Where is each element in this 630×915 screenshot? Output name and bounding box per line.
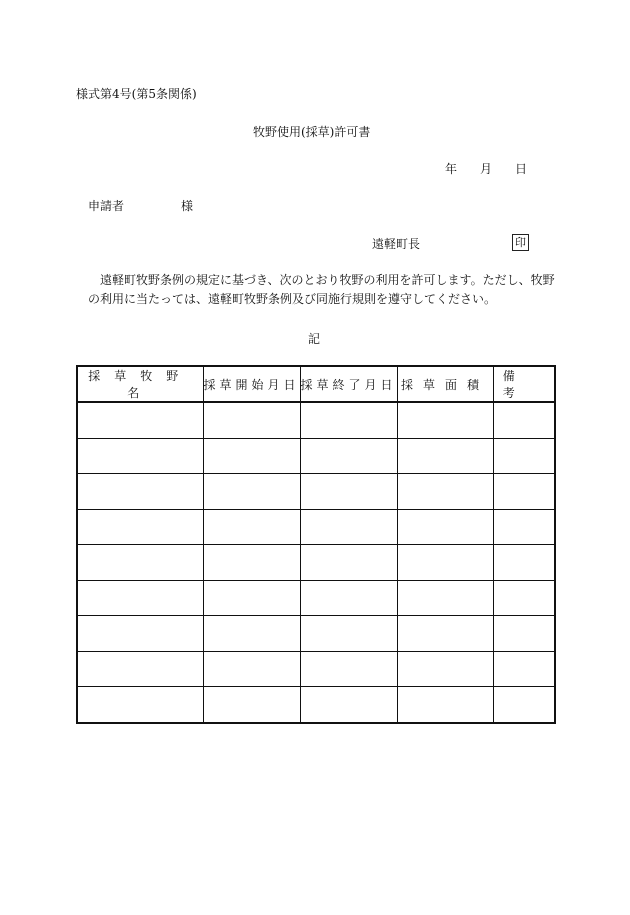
table-cell[interactable] xyxy=(397,474,493,510)
table-cell[interactable] xyxy=(77,651,203,687)
body-paragraph xyxy=(88,271,558,309)
header-end-date: 採草終了月日 xyxy=(300,366,397,402)
table-cell[interactable] xyxy=(397,616,493,652)
table-cell[interactable] xyxy=(77,438,203,474)
table-cell[interactable] xyxy=(397,651,493,687)
table-cell[interactable] xyxy=(493,474,555,510)
table-cell[interactable] xyxy=(493,687,555,723)
table-cell[interactable] xyxy=(77,402,203,438)
table-cell[interactable] xyxy=(203,474,300,510)
date-month-label: 月 xyxy=(480,162,493,176)
table-row xyxy=(77,438,555,474)
document-title: 牧野使用(採草)許可書 xyxy=(253,125,371,139)
note-heading: 記 xyxy=(308,332,321,346)
table-cell[interactable] xyxy=(300,651,397,687)
table-cell[interactable] xyxy=(77,474,203,510)
table-row xyxy=(77,651,555,687)
table-cell[interactable] xyxy=(300,616,397,652)
table-cell[interactable] xyxy=(203,687,300,723)
table-cell[interactable] xyxy=(493,402,555,438)
table-cell[interactable] xyxy=(203,509,300,545)
table-row xyxy=(77,545,555,581)
table-cell[interactable] xyxy=(493,580,555,616)
table-cell[interactable] xyxy=(77,509,203,545)
table-cell[interactable] xyxy=(397,509,493,545)
header-area: 採草面積 xyxy=(397,366,493,402)
body-line-1: 遠軽町牧野条例の規定に基づき、次のとおり牧野の利用を許可します。ただし、牧野 xyxy=(100,273,555,287)
table-row xyxy=(77,687,555,723)
header-notes: 備考 xyxy=(493,366,555,402)
date-year-label: 年 xyxy=(445,162,458,176)
table-cell[interactable] xyxy=(397,580,493,616)
table-body xyxy=(77,402,555,723)
table-cell[interactable] xyxy=(397,687,493,723)
table-cell[interactable] xyxy=(300,438,397,474)
table-cell[interactable] xyxy=(203,402,300,438)
table-cell[interactable] xyxy=(203,651,300,687)
table-row xyxy=(77,402,555,438)
date-day-label: 日 xyxy=(515,162,528,176)
seal-mark: 印 xyxy=(512,234,529,251)
table-cell[interactable] xyxy=(493,438,555,474)
form-number: 様式第4号(第5条関係) xyxy=(76,87,197,101)
table-cell[interactable] xyxy=(397,545,493,581)
applicant-label: 申請者 xyxy=(88,199,125,213)
table-cell[interactable] xyxy=(493,616,555,652)
table-row xyxy=(77,509,555,545)
table-cell[interactable] xyxy=(300,580,397,616)
table-cell[interactable] xyxy=(300,402,397,438)
table-header-row xyxy=(77,366,555,402)
table-cell[interactable] xyxy=(77,687,203,723)
table-cell[interactable] xyxy=(203,616,300,652)
table-cell[interactable] xyxy=(493,509,555,545)
permit-table xyxy=(76,365,556,724)
table-cell[interactable] xyxy=(77,545,203,581)
table-cell[interactable] xyxy=(493,545,555,581)
table-cell[interactable] xyxy=(300,509,397,545)
table-cell[interactable] xyxy=(203,545,300,581)
table-row xyxy=(77,474,555,510)
body-line-2: の利用に当たっては、遠軽町牧野条例及び同施行規則を遵守してください。 xyxy=(88,292,497,306)
table-cell[interactable] xyxy=(397,402,493,438)
table-row xyxy=(77,616,555,652)
table-cell[interactable] xyxy=(300,545,397,581)
table-cell[interactable] xyxy=(397,438,493,474)
table-row xyxy=(77,580,555,616)
table-cell[interactable] xyxy=(77,616,203,652)
table-cell[interactable] xyxy=(300,474,397,510)
table-cell[interactable] xyxy=(77,580,203,616)
applicant-honorific: 様 xyxy=(181,199,194,213)
table-cell[interactable] xyxy=(203,438,300,474)
issuer-title: 遠軽町長 xyxy=(372,237,421,251)
header-start-date: 採草開始月日 xyxy=(203,366,300,402)
table-cell[interactable] xyxy=(300,687,397,723)
table-cell[interactable] xyxy=(203,580,300,616)
header-pasture-name: 採草牧野名 xyxy=(77,366,203,402)
table-cell[interactable] xyxy=(493,651,555,687)
